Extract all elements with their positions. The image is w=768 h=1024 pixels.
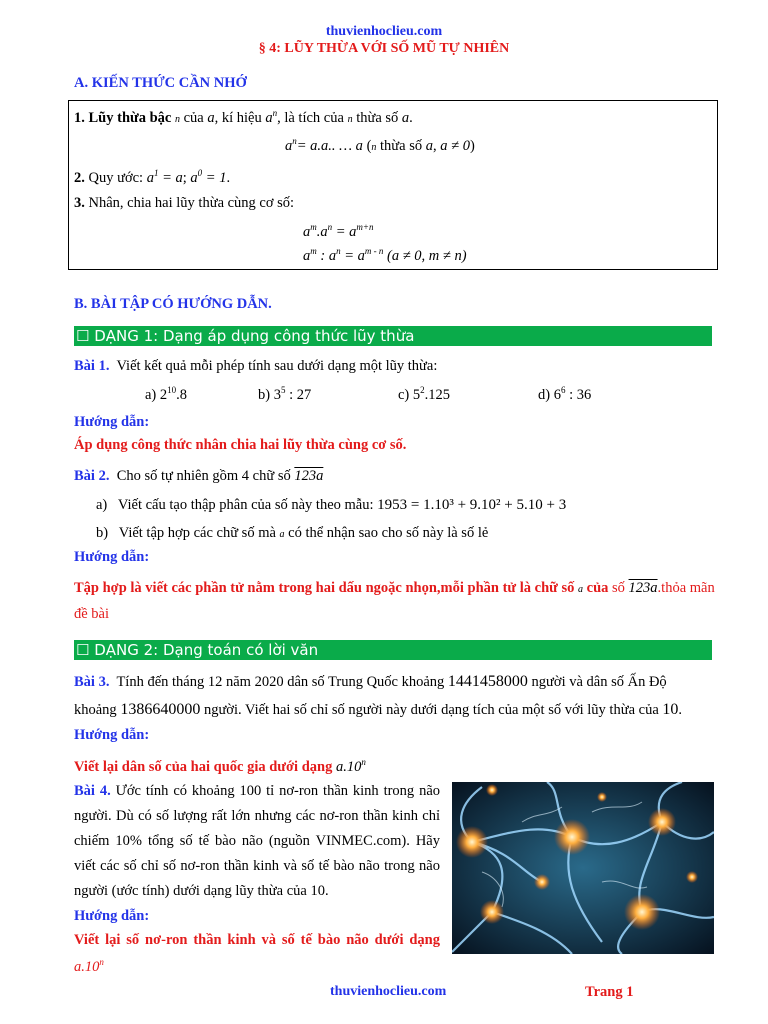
formula-power-definition: $a^n= a.a$.. … a (n thừa số a, a ≠ 0) bbox=[285, 136, 475, 154]
formula-divide: $a^m$ : $a^n = a^{m - n}$ (a ≠ 0, m ≠ n) bbox=[303, 246, 467, 264]
bai-2-guide-answer: Tập hợp là viết các phần tử nằm trong hai dấu ngoặc nhọn,mỗi phần tử là chữ số a của số 123a.thỏa mãn bbox=[74, 580, 715, 596]
bai-1-option-c: c) $5^2.125$ bbox=[398, 385, 451, 403]
bai-4-guide-formula: a.10$^n$ bbox=[74, 957, 104, 975]
footer-site[interactable]: thuvienhoclieu.com bbox=[330, 984, 447, 999]
knowledge-line-1: 1. Lũy thừa bậc n của a, kí hiệu $a^n$, là tích của n thừa số a. bbox=[74, 108, 413, 126]
bai-1-guide-label: Hướng dẫn: bbox=[74, 414, 150, 430]
dang-1-banner: ☐ DẠNG 1: Dạng áp dụng công thức lũy thừa bbox=[74, 326, 712, 346]
bai-2-part-b: b) Viết tập hợp các chữ số mà a có thể nhận sao cho số này là số lẻ bbox=[96, 525, 489, 541]
bai-1-guide-answer: Áp dụng công thức nhân chia hai lũy thừa cùng cơ số. bbox=[74, 437, 407, 453]
bai-1-option-d: d) $6^6$ : 36 bbox=[538, 385, 592, 403]
bai-4-line-2: người. Dù có số lượng rất lớn nhưng các nơ-ron thần kinh chỉ bbox=[74, 808, 440, 824]
bai-2-question: Bài 2. Cho số tự nhiên gồm 4 chữ số 123a bbox=[74, 468, 324, 484]
section-b-heading: B. BÀI TẬP CÓ HƯỚNG DẪN. bbox=[74, 296, 272, 312]
header-site[interactable]: thuvienhoclieu.com bbox=[325, 24, 443, 39]
bai-2-part-a: a) Viết cấu tạo thập phân của số này theo mẫu: 1953 = 1.10³ + 9.10² + 5.10 + 3 bbox=[96, 497, 567, 513]
bai-1-option-a: a) $2^{10}.8$ bbox=[145, 385, 188, 403]
knowledge-line-2: 2. Quy ước: $a^1 = a$; $a^0 = 1$. bbox=[74, 168, 231, 186]
knowledge-line-3: 3. Nhân, chia hai lũy thừa cùng cơ số: bbox=[74, 195, 295, 211]
bai-4-line-4: viết các số chỉ số nơ-ron thần kinh và số tế bào não trong não bbox=[74, 858, 440, 874]
bai-4-guide-label: Hướng dẫn: bbox=[74, 908, 150, 924]
formula-multiply: $a^m.a^n = a^{m+n}$ bbox=[303, 222, 374, 240]
bai-4-line-3: chiếm 10% tổng số tế bào não (nguồn VINMEC.com). Hãy bbox=[74, 833, 440, 849]
footer-page-number: Trang 1 bbox=[585, 984, 634, 1000]
bai-1-option-b: b) $3^5$ : 27 bbox=[258, 385, 312, 403]
dang-2-banner: ☐ DẠNG 2: Dạng toán có lời văn bbox=[74, 640, 712, 660]
bai-1-question: Bài 1. Viết kết quả mỗi phép tính sau dưới dạng một lũy thừa: bbox=[74, 358, 438, 374]
bai-3-guide-label: Hướng dẫn: bbox=[74, 727, 150, 743]
bai-3-line-1: Bài 3. Tính đến tháng 12 năm 2020 dân số Trung Quốc khoảng 1441458000 người và dân số Ấn Độ bbox=[74, 673, 667, 690]
bai-3-line-2: khoảng 1386640000 người. Viết hai số chỉ số người này dưới dạng tích của một số với lũy thừa của 10. bbox=[74, 701, 683, 718]
bai-4-line-5: người (ước tính) dưới dạng lũy thừa của 10. bbox=[74, 883, 329, 899]
section-a-heading: A. KIẾN THỨC CẦN NHỚ bbox=[74, 75, 247, 91]
bai-4-guide-answer: Viết lại số nơ-ron thần kinh và số tế bào não dưới dạng bbox=[74, 932, 440, 948]
page-title: § 4: LŨY THỪA VỚI SỐ MŨ TỰ NHIÊN bbox=[258, 41, 510, 56]
neuron-image bbox=[452, 782, 714, 954]
bai-4-line-1: Bài 4. Ước tính có khoảng 100 tỉ nơ-ron thần kinh trong não bbox=[74, 783, 441, 799]
bai-3-guide-answer: Viết lại dân số của hai quốc gia dưới dạng a.10$^n$ bbox=[74, 757, 366, 775]
bai-2-guide-answer-cont: đề bài bbox=[74, 606, 110, 622]
bai-2-guide-label: Hướng dẫn: bbox=[74, 549, 150, 565]
